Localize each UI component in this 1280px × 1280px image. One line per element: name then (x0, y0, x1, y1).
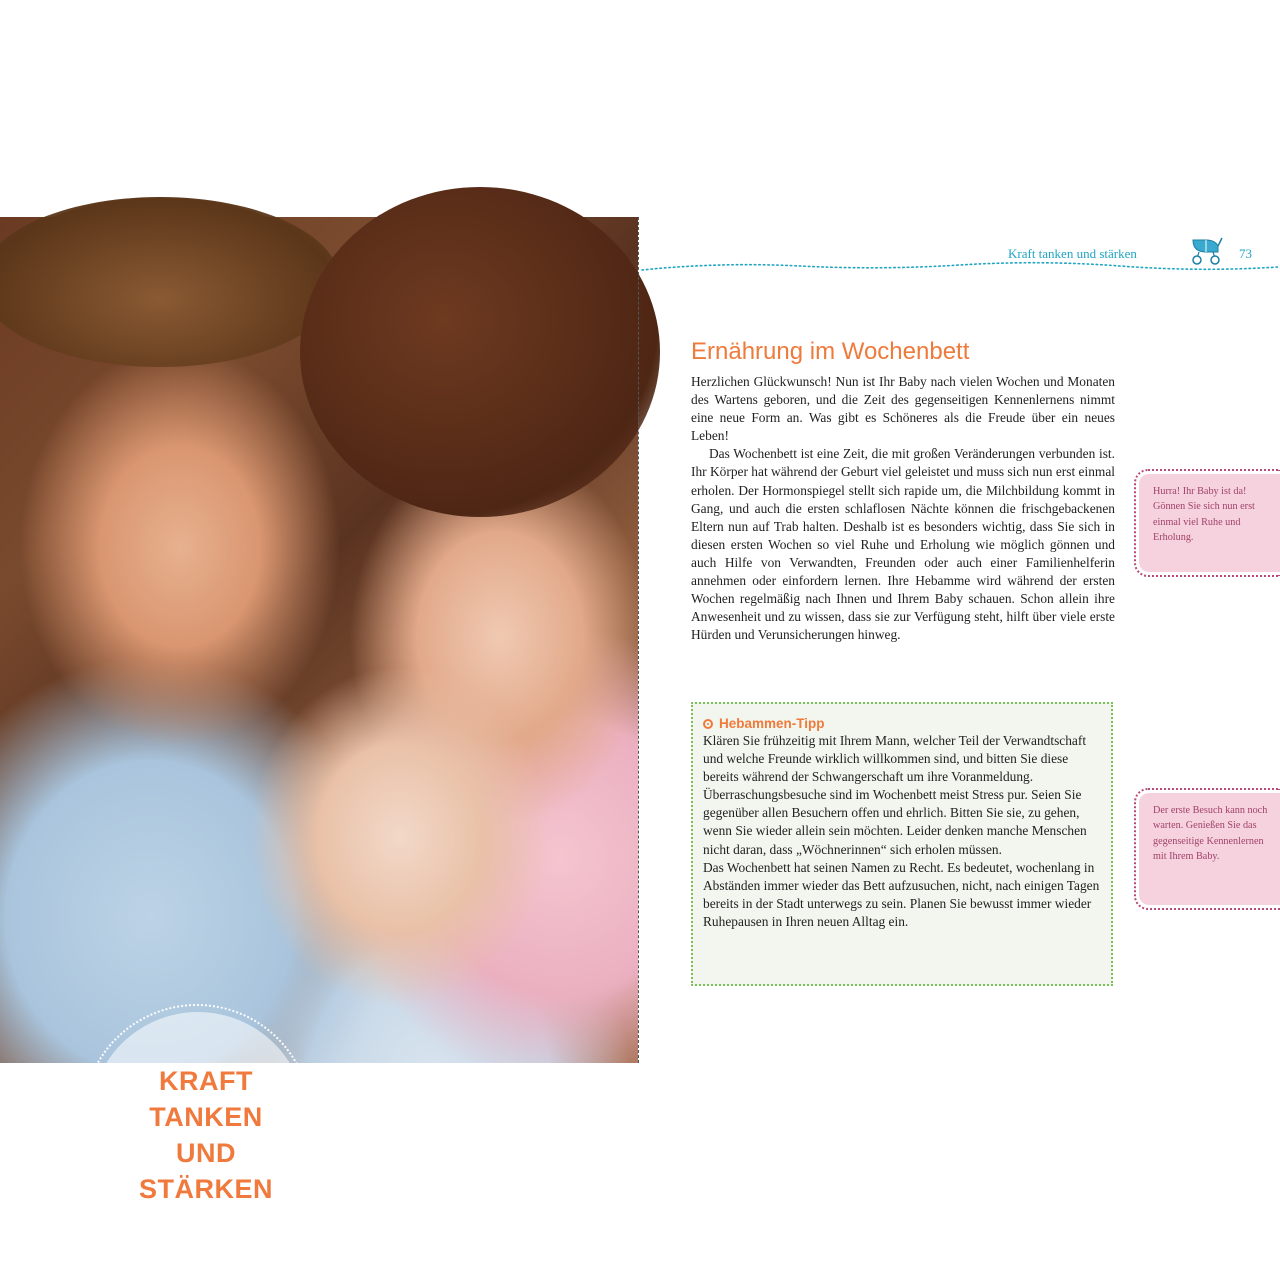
badge-line: STÄRKEN (138, 1174, 273, 1204)
page-title: Ernährung im Wochenbett (691, 338, 970, 365)
tip-paragraph: Klären Sie frühzeitig mit Ihrem Mann, welcher Teil der Verwandtschaft und welche Freunde wirklich willkommen sind, und bitten Sie diese bereits während der Schwangerschaft um ihre Voranmeldung. Überraschungsbesuche sind im Wochenbett meist Stress pur. Seien Sie gegenüber allen Besuchern offen und ehrlich. Bitten Sie sie, zu gehen, wenn Sie wieder allein sein möchten. Leider denken manche Menschen nicht daran, dass „Wöchnerinnen“ sich erholen müssen. (703, 733, 1087, 857)
tip-paragraph: Das Wochenbett hat seinen Namen zu Recht. Es bedeutet, wochenlang in Abständen immer wieder das Bett aufzusuchen, nicht, nach einigen Tagen bereits in der Stadt unterwegs zu sein. Planen Sie bewusst immer wieder Ruhepausen in Ihren neuen Alltag ein. (703, 859, 1100, 929)
photo-detail (0, 197, 340, 367)
running-head: Kraft tanken und stärken (1008, 246, 1137, 261)
badge-line: TANKEN (149, 1102, 263, 1132)
tip-title (703, 716, 1103, 731)
target-icon (703, 719, 713, 729)
side-note: Hurra! Ihr Baby ist da! Gönnen Sie sich nun erst einmal viel Ruhe und Erholung. (1139, 474, 1280, 572)
body-text (691, 373, 1115, 644)
page-number: 73 (1239, 246, 1252, 261)
family-photo (0, 217, 638, 1204)
header-dotted-line (640, 258, 1280, 274)
photo-detail (300, 187, 660, 517)
midwife-tip-box (691, 702, 1113, 986)
side-note: Der erste Besuch kann noch warten. Genießen Sie das gegenseitige Kennenlernen mit Ihrem Baby. (1139, 793, 1280, 905)
page-gutter (638, 217, 641, 1063)
badge-line: UND (176, 1138, 236, 1168)
tip-text (703, 732, 1103, 931)
paragraph: Herzlichen Glückwunsch! Nun ist Ihr Baby nach vielen Wochen und Monaten des Wartens geboren, und die Zeit des gegenseitigen Kennenlernens nimmt eine neue Form an. Was gibt es Schöneres als die Freude über ein neues Leben! (691, 374, 1115, 444)
chapter-badge-text (90, 1063, 322, 1207)
paragraph: Das Wochenbett ist eine Zeit, die mit großen Veränderungen verbunden ist. Ihr Körper hat während der Geburt viel geleistet und muss sich nun erst einmal erholen. Der Hormonspiegel stellt sich rapide um, die Milchbildung kommt in Gang, und auch die ersten schlaflosen Nächte können die frischgebackenen Eltern nun auf Trab halten. Deshalb ist es besonders wichtig, dass Sie sich in diesen ersten Wochen so viel Ruhe und Erholung wie möglich gönnen und auch Hilfe von Verwandten, Freunden oder auch einer Familienhelferin annehmen oder einfordern lernen. Ihre Hebamme wird während der ersten Wochen regelmäßig nach Ihnen und Ihrem Baby schauen. Schon allein ihre Anwesenheit und zu wissen, dass sie zur Verfügung steht, hilft über viele erste Hürden und Verunsicherungen hinweg. (691, 446, 1115, 643)
tip-title-label: Hebammen-Tipp (719, 716, 825, 731)
badge-line: KRAFT (159, 1066, 253, 1096)
